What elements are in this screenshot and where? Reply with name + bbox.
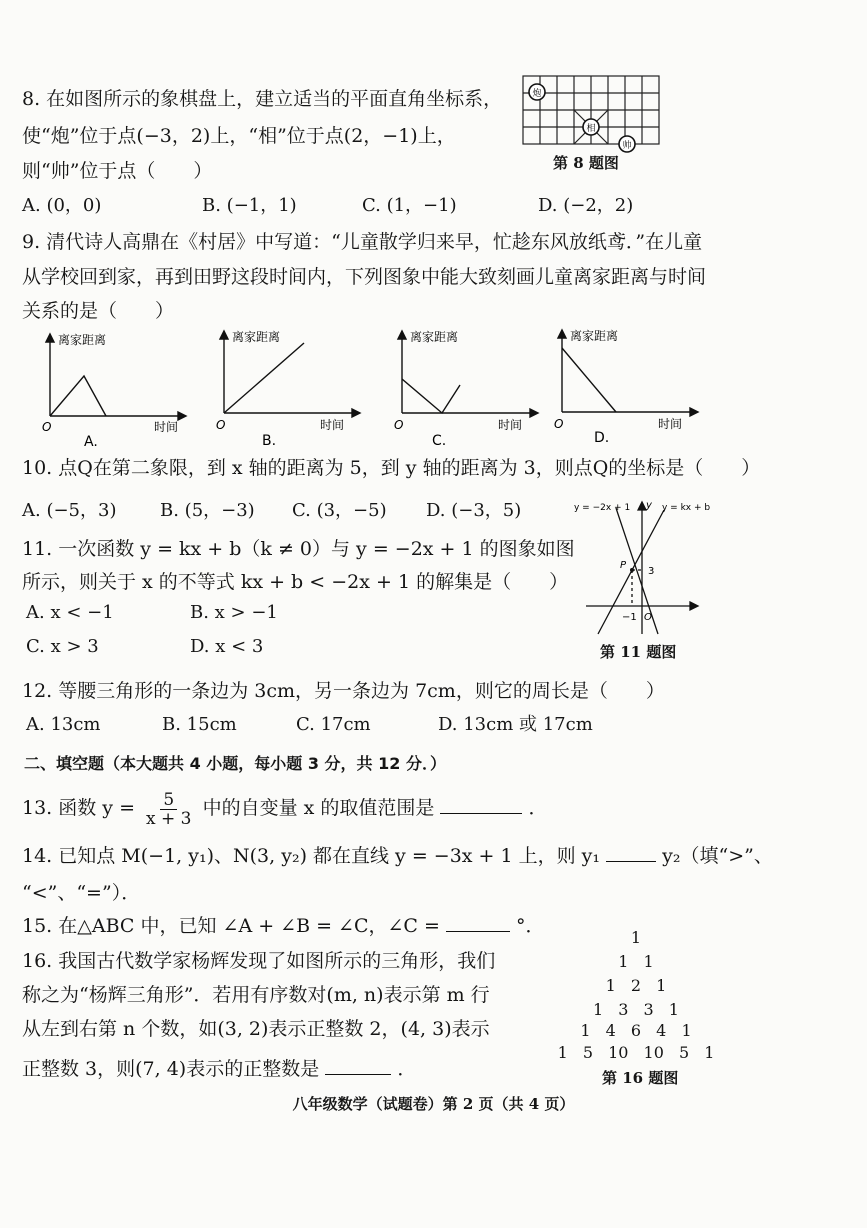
graph-c [390, 323, 540, 448]
q11-option-c: C. x > 3 [26, 636, 99, 657]
q8-option-c: C. (1，−1) [362, 195, 457, 216]
triangle-row: 1 4 6 4 1 [580, 1021, 692, 1040]
q14-text-b: y₂（填“>”、 [662, 845, 773, 867]
q9-line3: 关系的是（ ） [22, 300, 175, 322]
q12-option-d: D. 13cm 或 17cm [438, 714, 593, 735]
triangle-row: 1 1 [618, 952, 654, 971]
q12-option-c: C. 17cm [296, 714, 371, 735]
q10-option-c: C. (3，−5) [292, 500, 387, 521]
q8-line3: 则“帅”位于点（ ） [22, 160, 213, 182]
q13-line [22, 784, 547, 832]
q8-line1: 8. 在如图所示的象棋盘上，建立适当的平面直角坐标系， [22, 88, 503, 110]
graph-c-ylabel: 离家距离 [410, 330, 459, 344]
graph-b-xlabel: 时间 [320, 418, 345, 432]
q14-answer-blank[interactable] [606, 843, 656, 862]
q11-y-axis-label: y [646, 500, 652, 511]
q16-line2: 称之为“杨辉三角形”．若用有序数对(m, n)表示第 m 行 [22, 984, 490, 1006]
q11-caption: 第 11 题图 [600, 643, 677, 661]
pao-label: 炮 [532, 89, 542, 99]
q13-suffix: 中的自变量 x 的取值范围是 [202, 797, 435, 819]
triangle-row: 1 5 10 10 5 1 [557, 1043, 715, 1062]
graph-c-label: C. [432, 433, 447, 449]
q13-answer-blank[interactable] [440, 795, 522, 814]
q11-line1-label: y = −2x + 1 [574, 503, 631, 513]
q10-option-d: D. (−3，5) [426, 500, 522, 521]
q12-option-a: A. 13cm [26, 714, 101, 735]
q11-line2-label: y = kx + b [662, 503, 711, 513]
graph-a-label: A. [84, 434, 98, 450]
q16-line1: 16. 我国古代数学家杨辉发现了如图所示的三角形，我们 [22, 950, 496, 972]
shuai-label: 帅 [622, 141, 632, 151]
q16-answer-blank[interactable] [325, 1056, 391, 1075]
q11-option-a: A. x < −1 [26, 602, 114, 623]
q8-option-b: B. (−1，1) [202, 195, 297, 216]
q11-line1: 11. 一次函数 y = kx + b（k ≠ 0）与 y = −2x + 1 的图象如图 [22, 538, 575, 560]
xiang-label: 相 [586, 124, 596, 134]
q11-origin: O [644, 612, 652, 623]
q11-point-value: 3 [648, 566, 655, 577]
q16-text-b: ． [397, 1058, 417, 1080]
graph-b-ylabel: 离家距离 [232, 330, 281, 344]
q11-x-value: −1 [622, 612, 637, 623]
q13-end: ． [528, 797, 548, 819]
q9-line1: 9. 清代诗人高鼎在《村居》中写道：“儿童散学归来早，忙趁东风放纸鸢．”在儿童 [22, 231, 703, 253]
q13-fraction [143, 791, 194, 828]
graph-d-label: D. [594, 430, 610, 446]
graph-c-origin: O [394, 418, 404, 432]
q11-line2: 所示，则关于 x 的不等式 kx + b < −2x + 1 的解集是（ ） [22, 571, 569, 593]
shuai-piece [619, 136, 635, 152]
q14-line2: “<”、“=”）． [22, 882, 141, 904]
q10-line1: 10. 点Q在第二象限，到 x 轴的距离为 5，到 y 轴的距离为 3，则点Q的坐标是（ ） [22, 457, 761, 479]
graph-d-xlabel: 时间 [658, 417, 683, 431]
graph-d-ylabel: 离家距离 [570, 329, 619, 343]
graph-c-xlabel: 时间 [498, 418, 523, 432]
page-footer: 八年级数学（试题卷）第 2 页（共 4 页） [292, 1095, 575, 1113]
graph-b-label: B. [262, 433, 277, 449]
q14-line1 [22, 843, 773, 869]
triangle-row: 1 2 1 [605, 976, 667, 995]
q16-text-a: 正整数 3，则(7, 4)表示的正整数是 [22, 1058, 320, 1080]
triangle-row: 1 3 3 1 [593, 1000, 679, 1019]
q8-line2: 使“炮”位于点(−3，2)上，“相”位于点(2，−1)上， [22, 125, 456, 147]
pao-piece [529, 84, 545, 100]
graph-b-origin: O [216, 418, 226, 432]
q13-numerator: 5 [160, 791, 177, 810]
q11-figure [572, 496, 711, 638]
graph-d-origin: O [554, 417, 564, 431]
q12-line1: 12. 等腰三角形的一条边为 3cm，另一条边为 7cm，则它的周长是（ ） [22, 680, 665, 702]
q14-text-a: 14. 已知点 M(−1, y₁)、N(3, y₂) 都在直线 y = −3x + 1 上，则 y₁ [22, 845, 601, 867]
q15-suffix: °． [516, 915, 545, 937]
q8-option-d: D. (−2，2) [538, 195, 634, 216]
q15-prefix: 15. 在△ABC 中，已知 ∠A + ∠B = ∠C，∠C = [22, 915, 440, 937]
q12-option-b: B. 15cm [162, 714, 237, 735]
q15-answer-blank[interactable] [446, 913, 510, 932]
graph-a [38, 328, 188, 448]
graph-b [212, 323, 362, 448]
graph-a-ylabel: 离家距离 [58, 333, 107, 347]
q13-prefix: 13. 函数 y = [22, 797, 135, 819]
q16-caption: 第 16 题图 [602, 1069, 679, 1087]
q11-option-d: D. x < 3 [190, 636, 264, 657]
graph-a-xlabel: 时间 [154, 420, 179, 434]
q8-option-a: A. (0，0) [22, 195, 102, 216]
triangle-row: 1 [630, 928, 642, 947]
graph-a-origin: O [42, 420, 52, 434]
xiang-piece [583, 119, 599, 135]
q13-denominator: x + 3 [146, 808, 192, 829]
q16-line4 [22, 1056, 416, 1082]
chessboard-figure [515, 70, 665, 152]
graph-d [550, 322, 700, 447]
q15-line [22, 913, 545, 939]
q9-line2: 从学校回到家，再到田野这段时间内，下列图象中能大致刻画儿童离家距离与时间 [22, 266, 707, 288]
q11-option-b: B. x > −1 [190, 602, 278, 623]
q16-line3: 从左到右第 n 个数，如(3, 2)表示正整数 2，(4, 3)表示 [22, 1018, 490, 1040]
q11-point-label: P [620, 560, 627, 571]
q10-option-b: B. (5，−3) [160, 500, 255, 521]
section-fill-in-heading: 二、填空题（本大题共 4 小题，每小题 3 分，共 12 分．） [24, 754, 446, 773]
q10-option-a: A. (−5，3) [22, 500, 117, 521]
q8-caption: 第 8 题图 [553, 154, 619, 172]
